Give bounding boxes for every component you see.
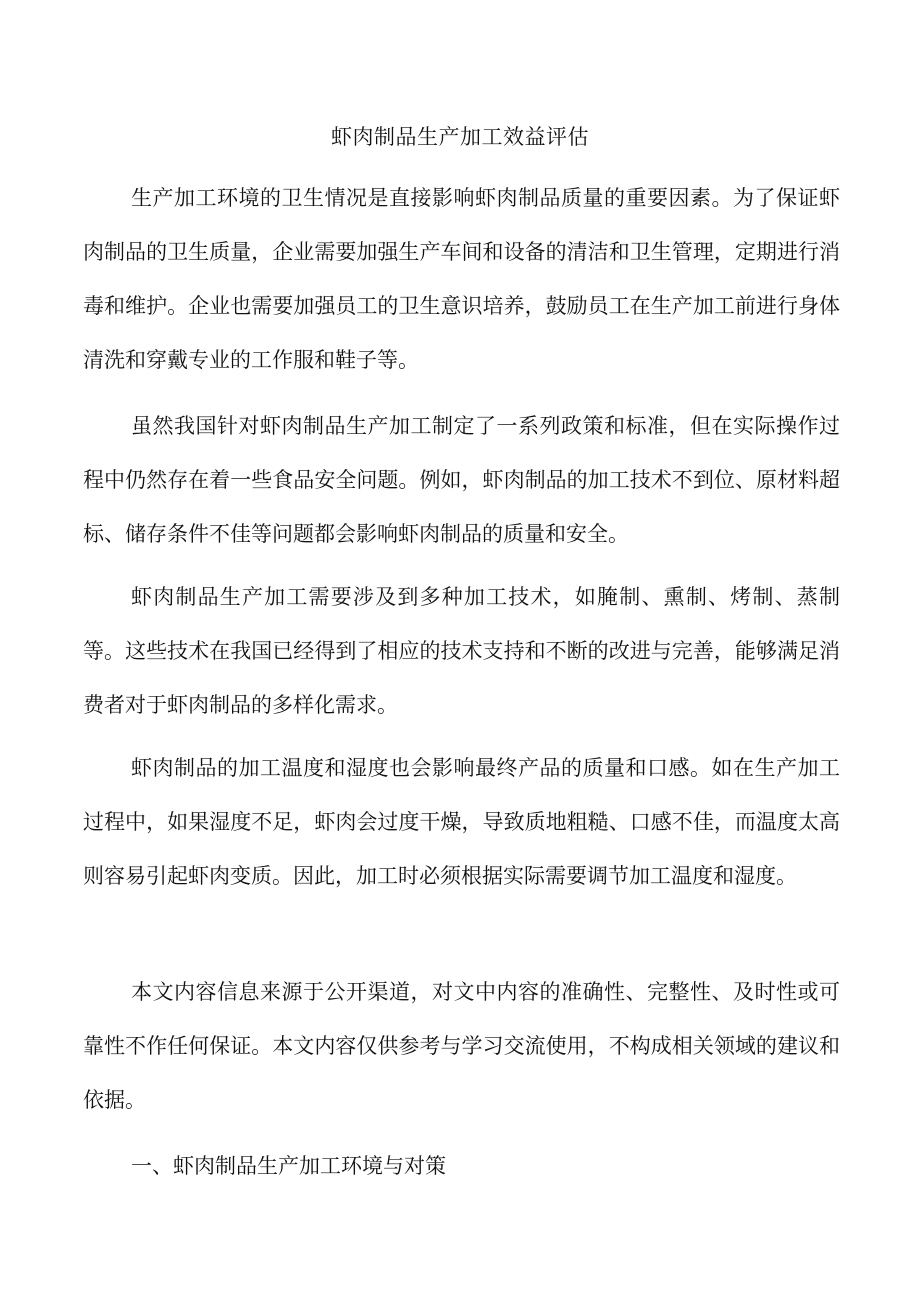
paragraph-hygiene: 生产加工环境的卫生情况是直接影响虾肉制品质量的重要因素。为了保证虾肉制品的卫生质量，企业需要加强生产车间和设备的清洁和卫生管理，定期进行消毒和维护。企业也需要加强员工的卫生意识培养，鼓励员工在生产加工前进行身体清洗和穿戴专业的工作服和鞋子等。 <box>83 186 840 372</box>
paragraph-processing-techniques: 虾肉制品生产加工需要涉及到多种加工技术，如腌制、熏制、烤制、蒸制等。这些技术在我国已经得到了相应的技术支持和不断的改进与完善，能够满足消费者对于虾肉制品的多样化需求。 <box>83 585 840 717</box>
document-title: 虾肉制品生产加工效益评估 <box>331 125 589 149</box>
paragraph-food-safety: 虽然我国针对虾肉制品生产加工制定了一系列政策和标准，但在实际操作过程中仍然存在着一些食品安全问题。例如，虾肉制品的加工技术不到位、原材料超标、储存条件不佳等问题都会影响虾肉制品的质量和安全。 <box>83 414 840 546</box>
section-heading: 一、虾肉制品生产加工环境与对策 <box>131 1154 446 1178</box>
paragraph-disclaimer: 本文内容信息来源于公开渠道，对文中内容的准确性、完整性、及时性或可靠性不作任何保证。本文内容仅供参考与学习交流使用，不构成相关领域的建议和依据。 <box>83 980 840 1112</box>
paragraph-temperature-humidity: 虾肉制品的加工温度和湿度也会影响最终产品的质量和口感。如在生产加工过程中，如果湿度不足，虾肉会过度干燥，导致质地粗糙、口感不佳，而温度太高则容易引起虾肉变质。因此，加工时必须根据实际需要调节加工温度和湿度。 <box>83 756 840 888</box>
